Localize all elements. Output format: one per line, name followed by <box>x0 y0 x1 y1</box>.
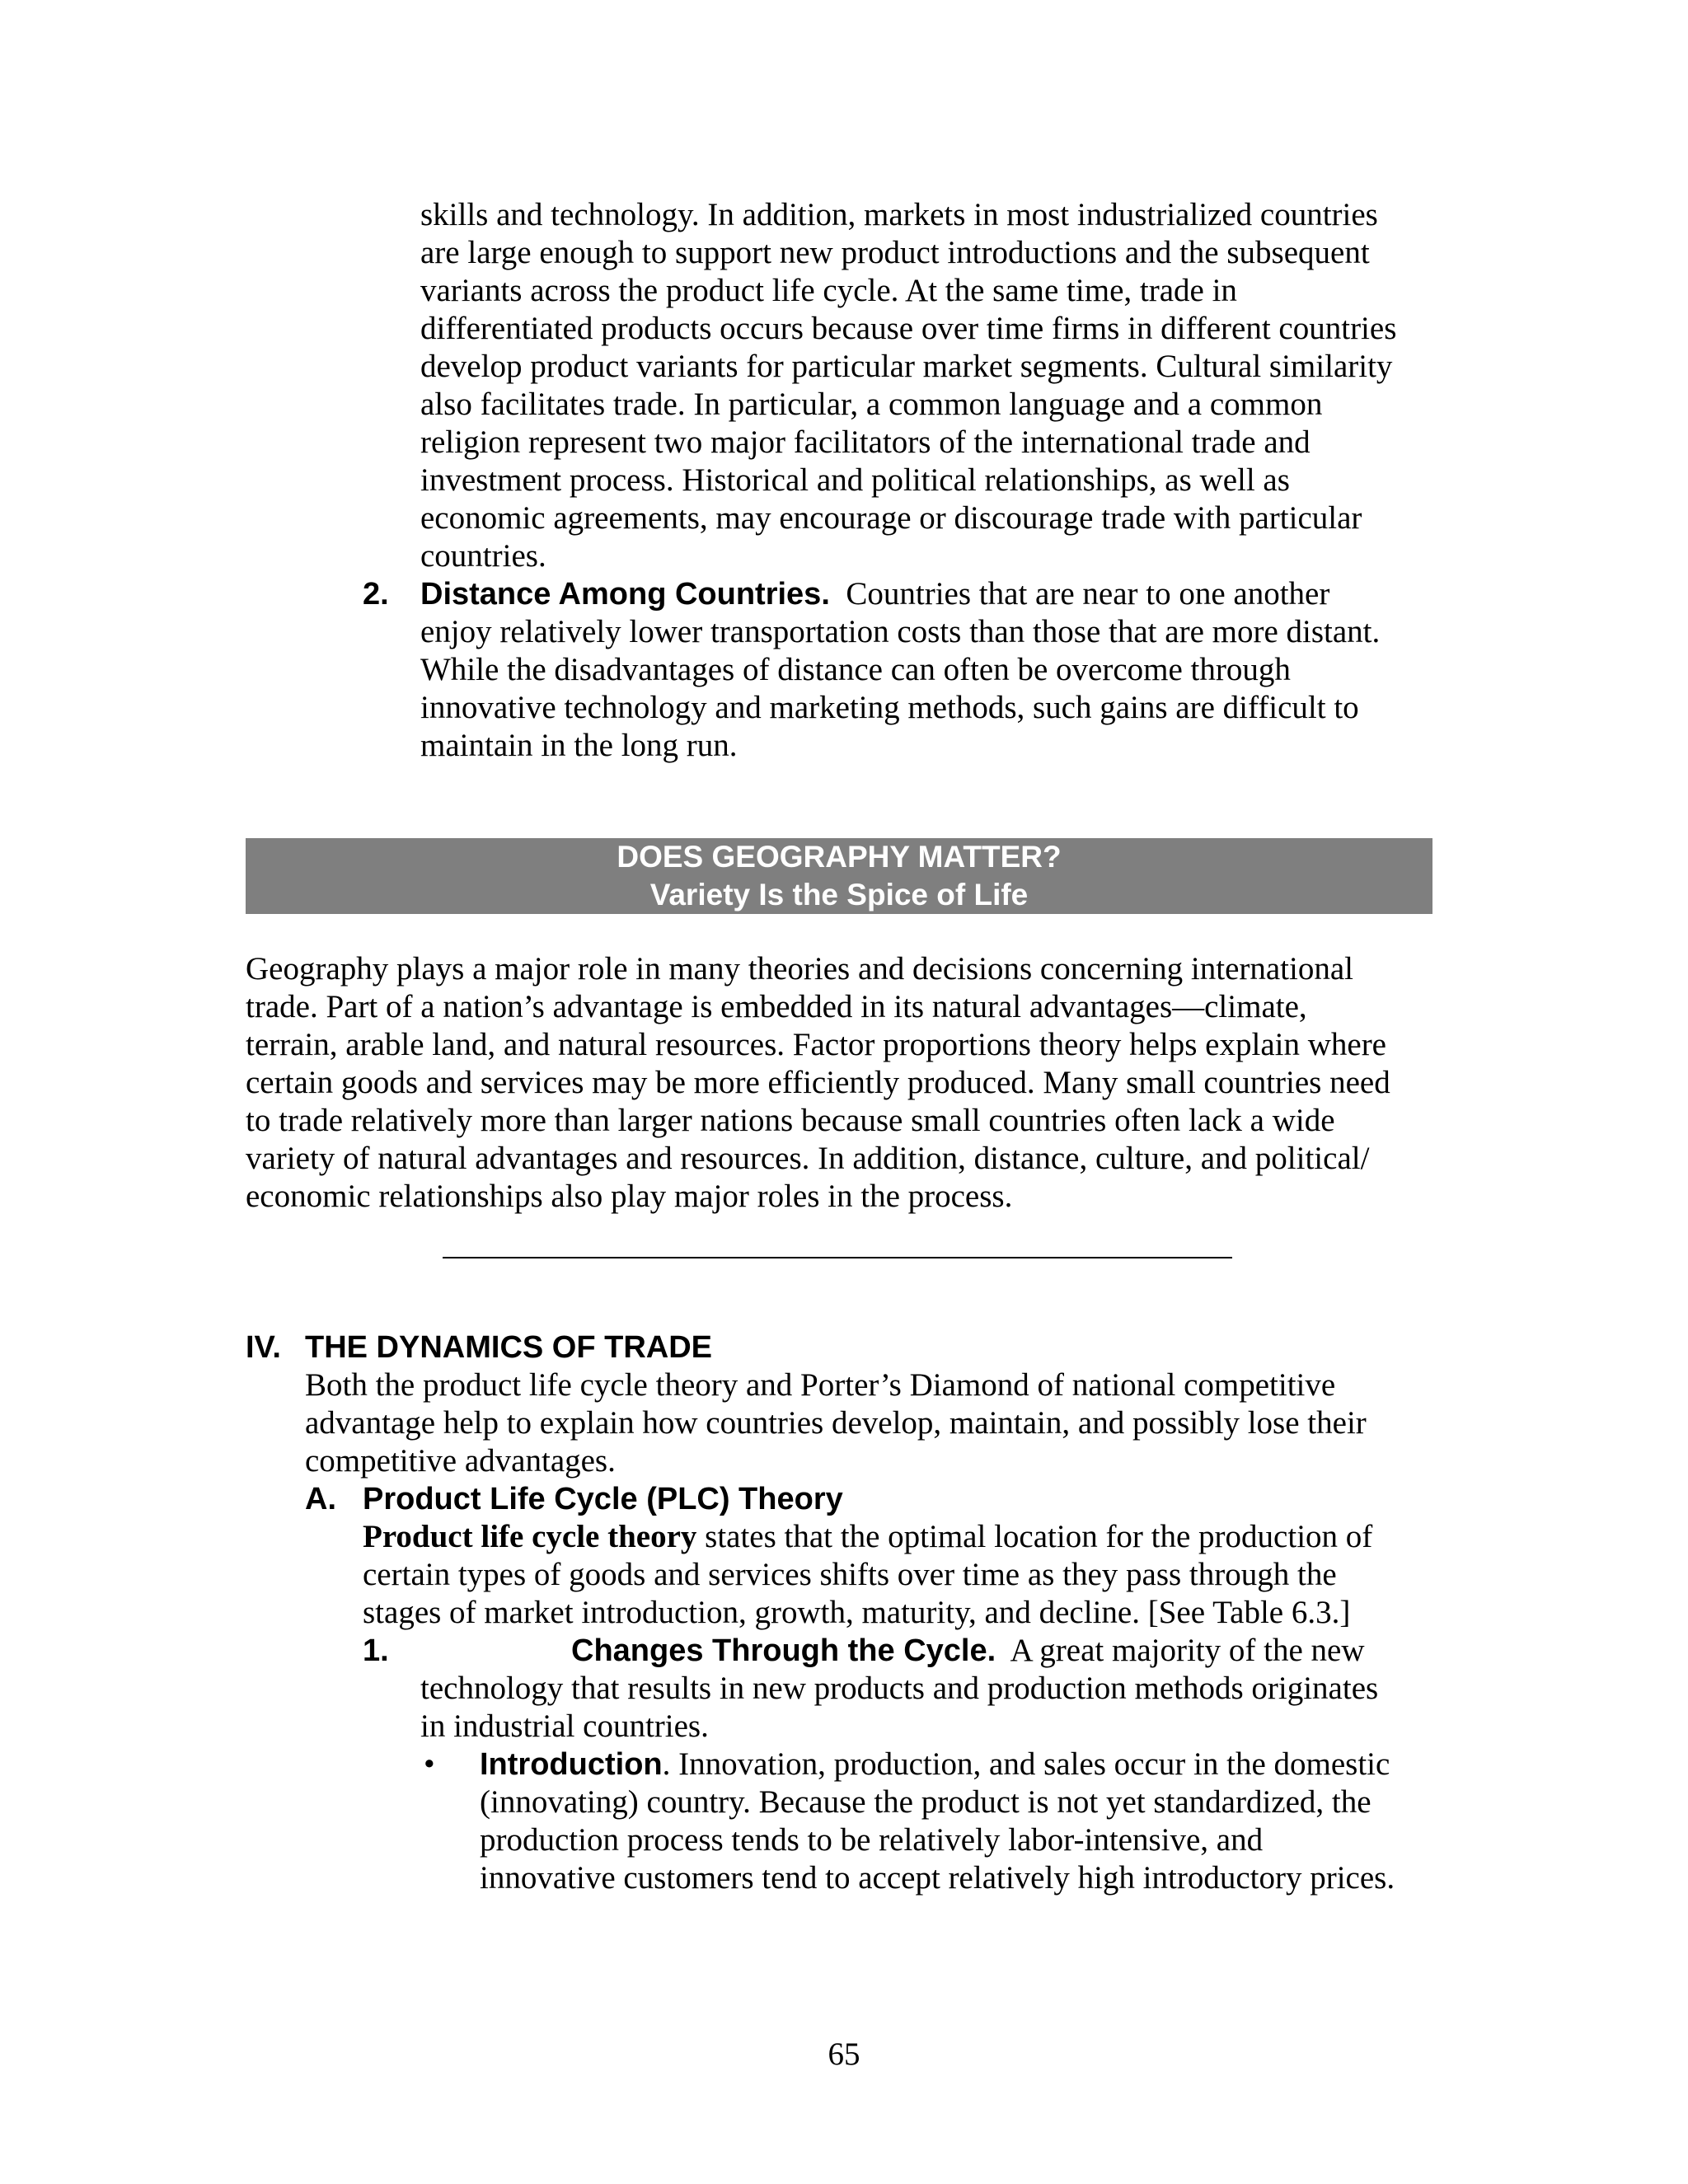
paragraph-line: economic relationships also play major roles in the process. <box>246 1179 1013 1214</box>
section-title: THE DYNAMICS OF TRADE <box>305 1330 712 1365</box>
plc-first-line <box>363 1518 1372 1556</box>
paragraph-line: production process tends to be relatively labor-intensive, and <box>480 1822 1264 1858</box>
paragraph-line: skills and technology. In addition, markets in most industrialized countries <box>420 197 1378 232</box>
continuation-paragraph <box>420 196 1396 575</box>
box-subtitle: Variety Is the Spice of Life <box>649 878 1029 912</box>
item-first-line <box>420 575 1380 613</box>
paragraph-line: Both the product life cycle theory and Porter’s Diamond of national competitive <box>305 1367 1336 1403</box>
paragraph-line: stages of market introduction, growth, maturity, and decline. [See Table 6.3.] <box>363 1595 1351 1630</box>
key-term: Product life cycle theory <box>363 1519 697 1554</box>
paragraph-line: economic agreements, may encourage or discourage trade with particular <box>420 500 1362 536</box>
item-heading: Changes Through the Cycle. <box>571 1633 996 1668</box>
plc-definition-paragraph <box>363 1518 1372 1632</box>
paragraph-line: trade. Part of a nation’s advantage is embedded in its natural advantages—climate, <box>246 989 1307 1024</box>
section-intro-paragraph <box>305 1366 1367 1480</box>
item-distance-among-countries <box>420 575 1380 765</box>
bullet-heading: Introduction <box>480 1747 663 1782</box>
paragraph-line: countries. <box>420 538 546 574</box>
subsection-title: Product Life Cycle (PLC) Theory <box>363 1482 843 1516</box>
box-end-divider <box>443 1257 1232 1258</box>
item-heading: Distance Among Countries. <box>420 577 830 612</box>
bullet-introduction <box>480 1746 1395 1897</box>
paragraph-line: investment process. Historical and political relationships, as well as <box>420 462 1290 498</box>
subsection-letter: A. <box>305 1482 336 1516</box>
item-changes-continuation <box>420 1670 1378 1746</box>
section-numeral: IV. <box>246 1330 281 1365</box>
paragraph-line: While the disadvantages of distance can often be overcome through <box>420 652 1291 687</box>
page-number: 65 <box>828 2036 860 2072</box>
item-number: 2. <box>363 577 389 612</box>
item-first-line <box>571 1632 1364 1670</box>
bullet-first-line <box>480 1746 1395 1783</box>
paragraph-line: religion represent two major facilitators of the international trade and <box>420 424 1311 460</box>
bullet-first-line-text: . Innovation, production, and sales occur in the domestic <box>662 1746 1390 1782</box>
paragraph-line: advantage help to explain how countries develop, maintain, and possibly lose their <box>305 1405 1367 1441</box>
item-first-line-text: Countries that are near to one another <box>846 576 1330 612</box>
item-changes-through-cycle <box>571 1632 1364 1670</box>
paragraph-line: certain goods and services may be more efficiently produced. Many small countries need <box>246 1065 1390 1100</box>
paragraph-line: competitive advantages. <box>305 1443 616 1479</box>
paragraph-line: are large enough to support new product introductions and the subsequent <box>420 235 1370 270</box>
geography-box-banner <box>246 838 1432 914</box>
paragraph-line: certain types of goods and services shifts over time as they pass through the <box>363 1557 1337 1592</box>
paragraph-line: (innovating) country. Because the product is not yet standardized, the <box>480 1784 1372 1820</box>
paragraph-line: terrain, arable land, and natural resources. Factor proportions theory helps explain where <box>246 1027 1386 1062</box>
paragraph-line: innovative customers tend to accept relatively high introductory prices. <box>480 1860 1395 1896</box>
item-first-line-text: A great majority of the new <box>1010 1633 1365 1668</box>
paragraph-line: variety of natural advantages and resources. In addition, distance, culture, and political/ <box>246 1141 1370 1176</box>
paragraph-line: enjoy relatively lower transportation costs than those that are more distant. <box>420 614 1381 649</box>
item-number: 1. <box>363 1633 389 1668</box>
geography-box-paragraph <box>246 950 1390 1216</box>
paragraph-line: differentiated products occurs because over time firms in different countries <box>420 311 1397 346</box>
paragraph-line: in industrial countries. <box>420 1708 709 1744</box>
paragraph-line: develop product variants for particular market segments. Cultural similarity <box>420 349 1393 384</box>
paragraph-line: also facilitates trade. In particular, a common language and a common <box>420 387 1323 422</box>
bullet-icon: • <box>424 1746 435 1782</box>
paragraph-line: technology that results in new products and production methods originates <box>420 1671 1379 1706</box>
box-title: DOES GEOGRAPHY MATTER? <box>617 840 1062 874</box>
paragraph-line: maintain in the long run. <box>420 728 738 763</box>
plc-first-line-text: states that the optimal location for the production of <box>696 1519 1373 1554</box>
paragraph-line: innovative technology and marketing methods, such gains are difficult to <box>420 690 1359 725</box>
paragraph-line: to trade relatively more than larger nations because small countries often lack a wide <box>246 1103 1335 1138</box>
paragraph-line: Geography plays a major role in many theories and decisions concerning international <box>246 951 1353 987</box>
paragraph-line: variants across the product life cycle. At the same time, trade in <box>420 273 1237 308</box>
